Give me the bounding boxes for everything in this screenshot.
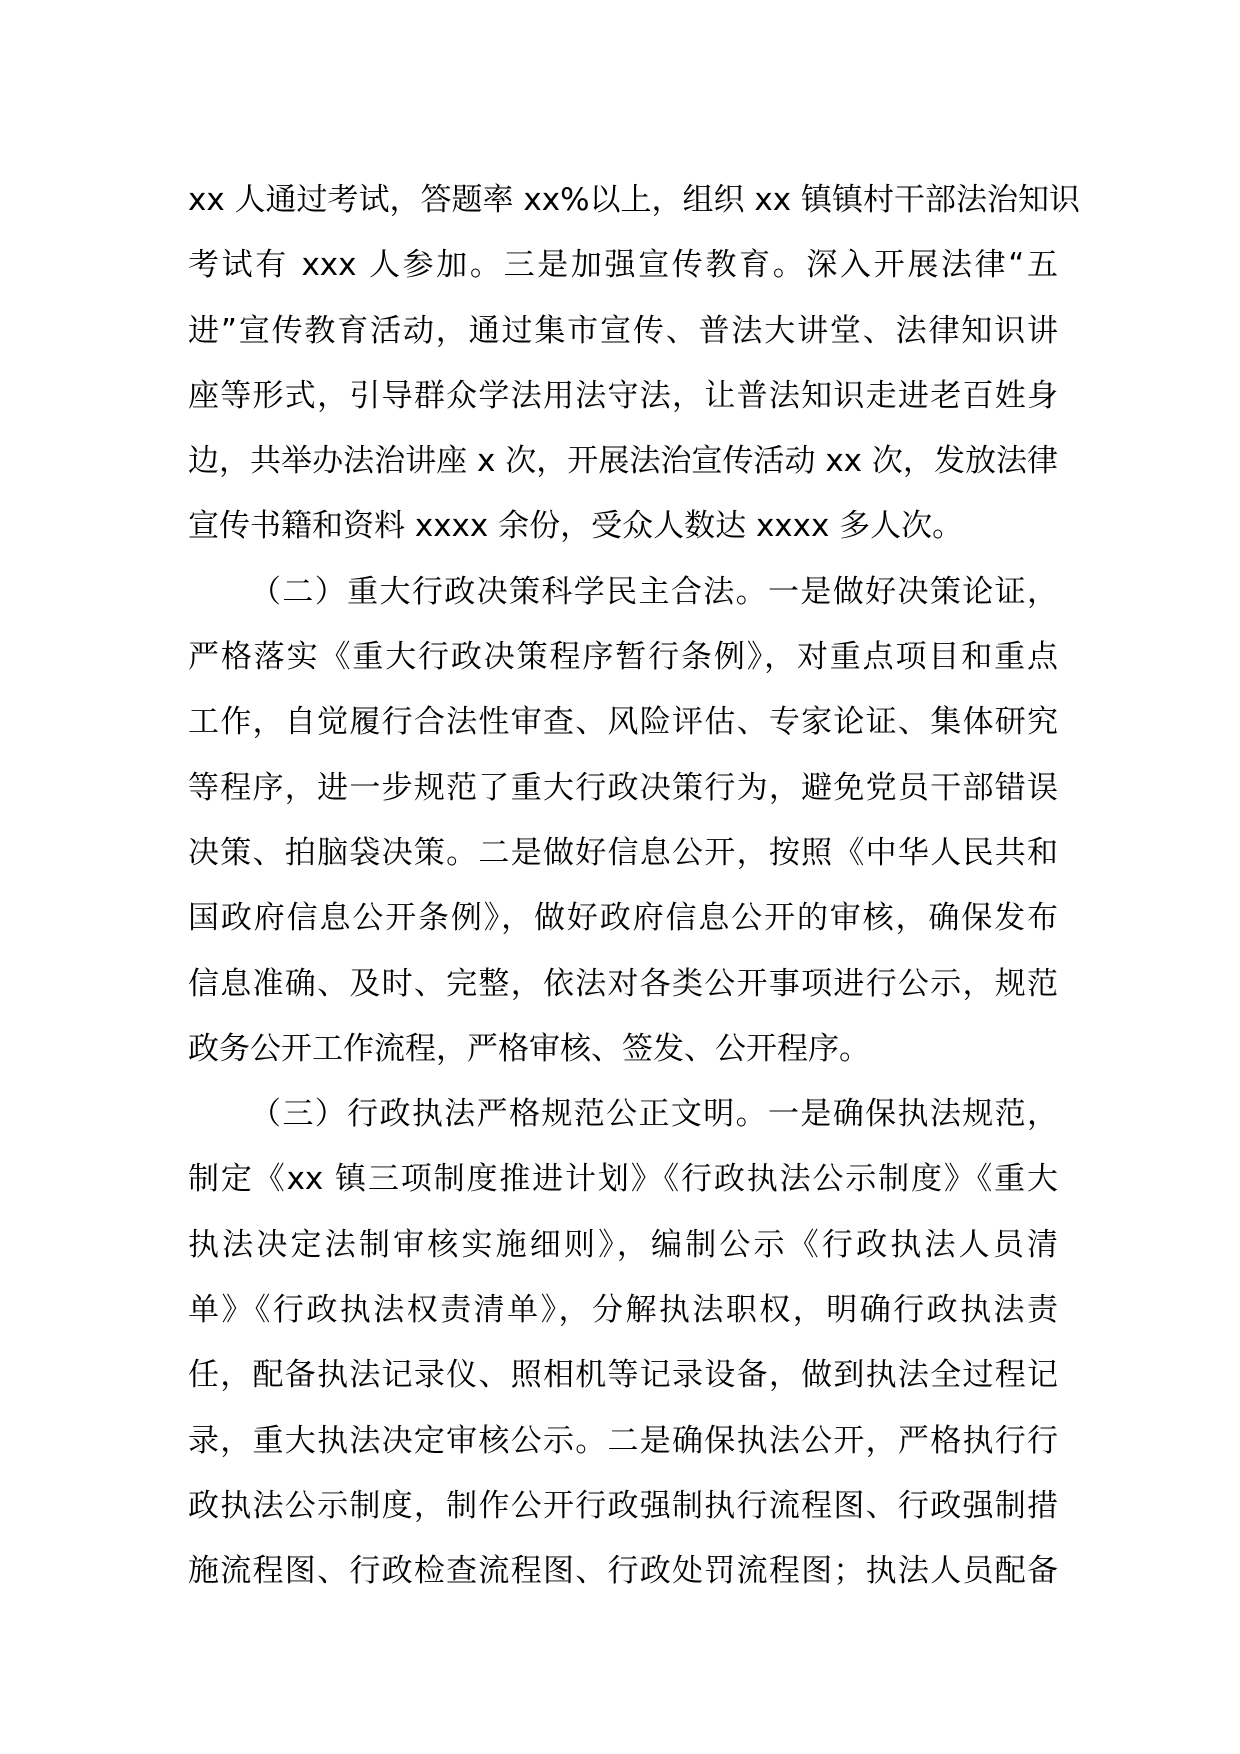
text-line: 任，配备执法记录仪、照相机等记录设备，做到执法全过程记 [188, 1357, 1058, 1394]
text-line: 国政府信息公开条例》，做好政府信息公开的审核，确保发布 [188, 900, 1058, 937]
text-line: 政务公开工作流程，严格审核、签发、公开程序。 [188, 1030, 870, 1067]
text-line: 座等形式，引导群众学法用法守法，让普法知识走进老百姓身 [188, 377, 1058, 414]
text-line: 工作，自觉履行合法性审查、风险评估、专家论证、集体研究 [188, 704, 1058, 741]
text-line: 宣传书籍和资料 xxxx 余份，受众人数达 xxxx 多人次。 [188, 508, 964, 545]
section-heading-line: （二）重大行政决策科学民主合法。一是做好决策论证， [250, 573, 1058, 610]
text-line: 进”宣传教育活动，通过集市宣传、普法大讲堂、法律知识讲 [188, 312, 1058, 349]
text-line: 制定《xx 镇三项制度推进计划》《行政执法公示制度》《重大 [188, 1161, 1058, 1198]
text-line: 政执法公示制度，制作公开行政强制执行流程图、行政强制措 [188, 1487, 1058, 1524]
text-line: 等程序，进一步规范了重大行政决策行为，避免党员干部错误 [188, 769, 1058, 806]
section-heading-line: （三）行政执法严格规范公正文明。一是确保执法规范， [250, 1096, 1058, 1133]
text-line: xx 人通过考试，答题率 xx%以上，组织 xx 镇镇村干部法治知识 [188, 182, 1080, 218]
text-line: 施流程图、行政检查流程图、行政处罚流程图；执法人员配备 [188, 1553, 1058, 1590]
text-line: 考试有 xxx 人参加。三是加强宣传教育。深入开展法律“五 [188, 247, 1058, 284]
text-line: 决策、拍脑袋决策。二是做好信息公开，按照《中华人民共和 [188, 834, 1058, 871]
text-line: 录，重大执法决定审核公示。二是确保执法公开，严格执行行 [188, 1422, 1058, 1459]
text-line: 严格落实《重大行政决策程序暂行条例》，对重点项目和重点 [188, 639, 1058, 676]
text-line: 边，共举办法治讲座 x 次，开展法治宣传活动 xx 次，发放法律 [188, 443, 1058, 480]
text-line: 单》《行政执法权责清单》，分解执法职权，明确行政执法责 [188, 1292, 1058, 1329]
text-line: 执法决定法制审核实施细则》，编制公示《行政执法人员清 [188, 1226, 1058, 1263]
body-text [188, 168, 1080, 1605]
text-line: 信息准确、及时、完整，依法对各类公开事项进行公示，规范 [188, 965, 1058, 1002]
